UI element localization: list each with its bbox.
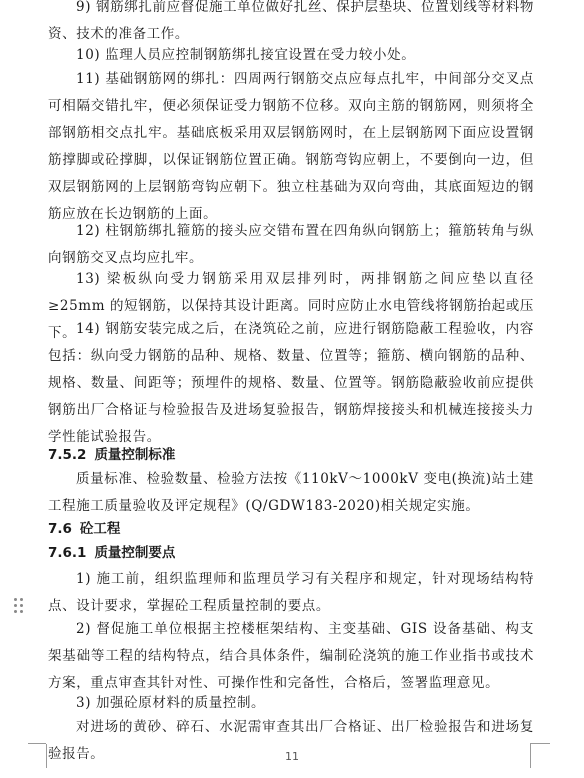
paragraph-item-10: 10) 监理人员应控制钢筋绑扎接宜设置在受力较小处。 [76,47,416,63]
section-number: 7.6.1 [48,545,87,561]
paragraph-item-13: 13) 梁板纵向受力钢筋采用双层排列时，两排钢筋之间应垫以直径≥25mm 的短钢筋，以保持其设计距离。同时应防止水电管线将钢筋抬起或压下。 [48,271,534,341]
section-title: 质量控制要点 [94,545,176,561]
paragraph-concrete-3: 3) 加强砼原材料的质量控制。 [76,695,266,711]
paragraph-concrete-2: 2) 督促施工单位根据主控楼框架结构、主变基础、GIS 设备基础、构支架基础等工程的结构特点，结合具体条件，编制砼浇筑的施工作业指书或技术方案，重点审查其针对性、可操作性和完备性，合格后，签署监理意见。 [48,621,534,691]
paragraph-quality-standard: 质量标准、检验数量、检验方法按《110kV～1000kV 变电(换流)站土建工程施工质量验收及评定规程》(Q/GDW183-2020)相关规定实施。 [48,471,534,514]
section-heading-7-6 [48,516,534,543]
section-title: 质量控制标准 [94,447,176,463]
section-heading-7-5-2 [48,442,534,469]
paragraph-item-9-continued: 9) 钢筋绑扎前应督促施工单位做好扎丝、保护层垫块、位置划线等材料物资、技术的准备工作。 [48,0,534,42]
paragraph-concrete-1: 1) 施工前，组织监理师和监理员学习有关程序和规定，针对现场结构特点、设计要求，掌握砼工程质量控制的要点。 [48,571,534,614]
paragraph-item-14: 14) 钢筋安装完成之后，在浇筑砼之前，应进行钢筋隐蔽工程验收，内容包括：纵向受力钢筋的品种、规格、数量、位置等；箍筋、横向钢筋的品种、规格、数量、间距等；预埋件的规格、数量、位置等。钢筋隐蔽验收前应提供钢筋出厂合格证与检验报告及进场复验报告，钢筋焊接接头和机械连接接头力学性能试验报告。 [48,321,534,445]
paragraph-item-12: 12) 柱钢筋绑扎箍筋的接头应交错布置在四角纵向钢筋上；箍筋转角与纵向钢筋交叉点均应扎牢。 [48,223,534,266]
section-heading-7-6-1 [48,540,534,567]
section-number: 7.5.2 [48,447,87,463]
section-number: 7.6 [48,521,72,537]
page-number: 11 [285,750,299,763]
drag-handle-icon[interactable] [14,598,24,614]
paragraph-item-11: 11) 基础钢筋网的绑扎：四周两行钢筋交点应每点扎牢，中间部分交叉点可相隔交错扎牢，便必须保证受力钢筋不位移。双向主筋的钢筋网，则须将全部钢筋相交点扎牢。基础底板采用双层钢筋网时，在上层钢筋网下面应设置钢筋撑脚或砼撑脚，以保证钢筋位置正确。钢筋弯钩应朝上，不要倒向一边，但双层钢筋网的上层钢筋弯钩应朝下。独立柱基础为双向弯曲，其底面短边的钢筋应放在长边钢筋的上面。 [48,71,534,222]
section-title: 砼工程 [79,521,121,537]
paragraph-concrete-3-body: 对进场的黄砂、碎石、水泥需审查其出厂合格证、出厂检验报告和进场复验报告。 [48,719,534,762]
